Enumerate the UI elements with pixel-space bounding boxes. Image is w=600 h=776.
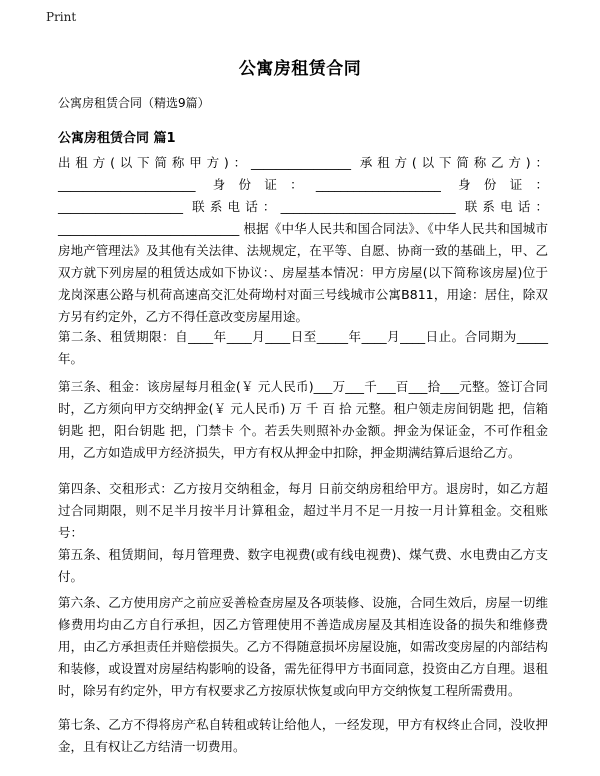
document-subtitle: 公寓房租赁合同（精选9篇） bbox=[58, 96, 210, 110]
document-title: 公寓房租赁合同 bbox=[238, 59, 362, 79]
paragraph-article-6: 第六条、乙方使用房产之前应妥善检查房屋及各项装修、设施，合同生效后，房屋一切维修费用均由乙方自行承担，因乙方管理使用不善造成房屋及其相连设备的损失和维修费用，由乙方承担责任并赔偿损失。乙方不得随意损坏房屋设施，如需改变房屋的内部结构和装修，或设置对房屋结构影响的设备，需先征得甲方书面同意，投资由乙方自理。退租时，除另有约定外，甲方有权要求乙方按原状恢复或向甲方交纳恢复工程所需费用。 bbox=[58, 595, 548, 698]
section-heading: 公寓房租赁合同 篇1 bbox=[58, 131, 176, 146]
paragraph-article-2: 第二条、租赁期限：自____年____月____日至_____年____月____日止。合同期为_____年。 bbox=[58, 329, 548, 366]
paragraph-parties: 出租方(以下简称甲方)：________________ 承租方(以下简称乙方)：______________________ 身份证：____________________ 身份证：____________________ 联系电话：____________________________ 联系电话：_____________________________ 根据《中华人民共和国合同法》、《中华人民共和国城市房地产管理法》及其他有关法律、法规规定，在平等、自愿、协商一致的基础上，甲、乙双方就下列房屋的租赁达成如下协议：、房屋基本情况：甲方房屋(以下简称该房屋)位于龙岗深惠公路与机荷高速高交汇处荷坳村对面三号线城市公寓B811，用途：居住，除双方另有约定外，乙方不得任意改变房屋用途。 bbox=[58, 155, 548, 324]
paragraph-article-5: 第五条、租赁期间，每月管理费、数字电视费(或有线电视费)、煤气费、水电费由乙方支付。 bbox=[58, 547, 548, 584]
paragraph-article-4: 第四条、交租形式：乙方按月交纳租金，每月 日前交纳房租给甲方。退房时，如乙方超过合同期限，则不足半月按半月计算租金，超过半月不足一月按一月计算租金。交租账号： bbox=[58, 481, 548, 540]
print-link[interactable]: Print bbox=[46, 10, 77, 24]
paragraph-article-3: 第三条、租金：该房屋每月租金(￥ 元人民币)___万___千___百___拾___元整。签订合同时，乙方须向甲方交纳押金(￥ 元人民币) 万 千 百 拾 元整。租户领走房间钥匙 把，信箱钥匙 把，阳台钥匙 把，门禁卡 个。若丢失则照补办金额。押金为保证金，不可作租金用，乙方如造成甲方经济损失，甲方有权从押金中扣除，押金期满结算后退给乙方。 bbox=[58, 379, 548, 460]
paragraph-article-7: 第七条、乙方不得将房产私自转租或转让给他人，一经发现，甲方有权终止合同，没收押金，且有权让乙方结清一切费用。 bbox=[58, 717, 548, 754]
